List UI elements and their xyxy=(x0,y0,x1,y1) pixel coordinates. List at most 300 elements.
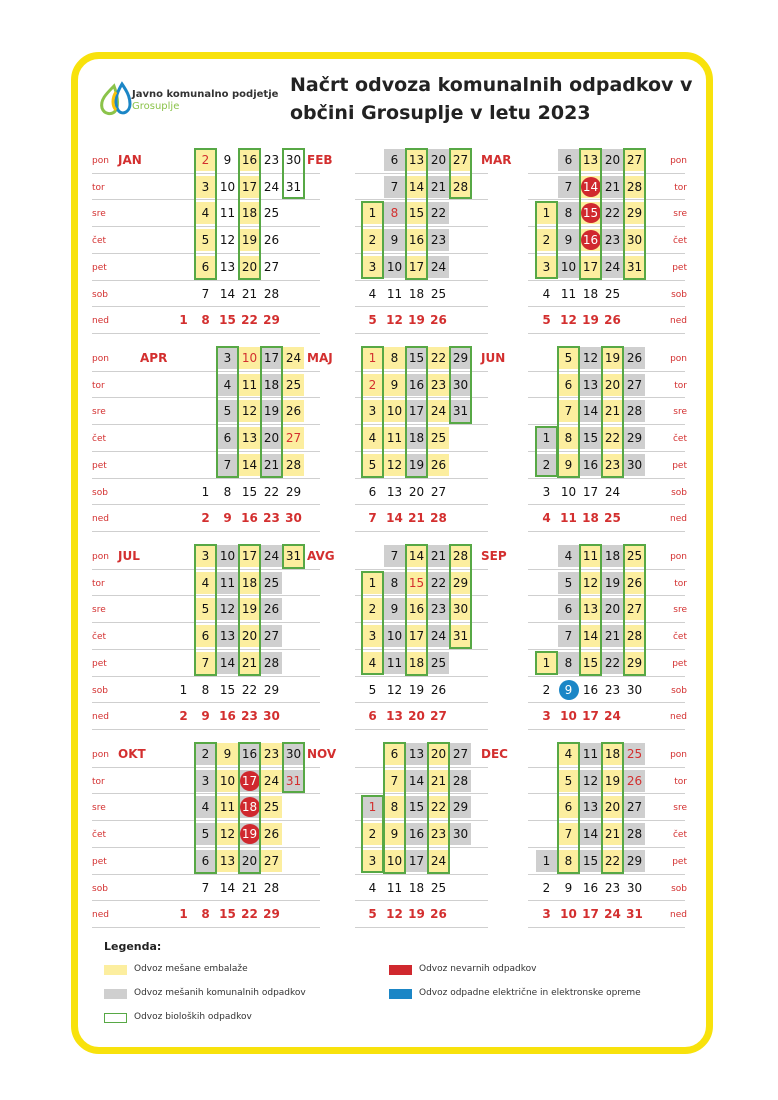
day-cell: 24 xyxy=(604,484,621,499)
day-cell: 12 xyxy=(560,313,577,328)
row-separator xyxy=(653,280,685,281)
day-cell: 16 xyxy=(239,743,260,765)
day-cell: 18 xyxy=(602,743,623,765)
day-label-tor: tor xyxy=(674,380,687,391)
day-cell: 19 xyxy=(239,229,260,251)
day-cell: 14 xyxy=(219,880,236,895)
day-cell: 25 xyxy=(261,796,282,818)
day-cell: 29 xyxy=(450,347,471,369)
day-cell: 23 xyxy=(604,682,621,697)
row-separator xyxy=(528,280,666,281)
day-cell: 18 xyxy=(406,427,427,449)
day-cell: 21 xyxy=(428,176,449,198)
day-cell: 9 xyxy=(384,598,405,620)
day-cell: 31 xyxy=(285,179,302,194)
day-cell: 6 xyxy=(195,625,216,647)
bio-waste-outline xyxy=(449,544,472,649)
day-cell: 1 xyxy=(362,202,383,224)
day-cell: 8 xyxy=(384,202,405,224)
day-cell: 19 xyxy=(408,907,425,922)
day-cell: 29 xyxy=(450,796,471,818)
day-cell: 25 xyxy=(261,572,282,594)
day-cell: 16 xyxy=(406,374,427,396)
day-cell: 1 xyxy=(201,484,210,499)
row-separator xyxy=(185,333,320,334)
day-cell: 2 xyxy=(362,598,383,620)
day-label-sre: sre xyxy=(92,209,106,220)
day-cell: 17 xyxy=(239,545,260,567)
day-cell: 27 xyxy=(430,484,447,499)
row-separator xyxy=(528,729,666,730)
day-cell: 7 xyxy=(195,652,216,674)
day-cell: 30 xyxy=(285,153,302,167)
day-label-tor: tor xyxy=(674,182,687,193)
day-cell: 17 xyxy=(406,625,427,647)
day-cell: 18 xyxy=(408,880,425,895)
day-cell: 17 xyxy=(582,709,599,724)
day-cell: 16 xyxy=(241,511,258,526)
day-cell: 28 xyxy=(261,652,282,674)
day-cell: 9 xyxy=(223,511,232,526)
day-label-čet: čet xyxy=(92,632,107,643)
day-cell: 3 xyxy=(362,850,383,872)
day-cell: 4 xyxy=(542,286,551,301)
month-name: JUL xyxy=(118,549,140,563)
day-cell: 11 xyxy=(580,743,601,765)
day-cell: 26 xyxy=(604,313,621,328)
row-separator xyxy=(653,847,685,848)
day-cell: 31 xyxy=(283,545,304,567)
day-cell: 15 xyxy=(580,850,601,872)
day-cell: 13 xyxy=(580,149,601,171)
row-separator xyxy=(653,622,685,623)
row-separator xyxy=(355,676,488,677)
row-separator xyxy=(185,874,320,875)
row-separator xyxy=(528,820,666,821)
day-cell: 30 xyxy=(626,682,643,697)
bio-waste-outline xyxy=(449,148,472,199)
row-separator xyxy=(528,371,666,372)
day-cell: 10 xyxy=(558,256,579,278)
bio-waste-outline xyxy=(557,742,580,874)
day-cell: 22 xyxy=(602,652,623,674)
day-cell: 15 xyxy=(241,484,258,499)
day-cell: 11 xyxy=(384,652,405,674)
day-label-pet: pet xyxy=(672,658,687,669)
day-cell: 8 xyxy=(384,796,405,818)
row-separator xyxy=(528,478,666,479)
day-cell: 4 xyxy=(195,202,216,224)
row-separator xyxy=(653,333,685,334)
day-cell: 19 xyxy=(602,770,623,792)
day-cell: 20 xyxy=(239,625,260,647)
day-cell: 28 xyxy=(283,454,304,476)
day-cell: 6 xyxy=(384,149,405,171)
day-cell: 26 xyxy=(283,400,304,422)
day-cell: 21 xyxy=(408,511,425,526)
row-separator xyxy=(528,793,666,794)
day-cell: 23 xyxy=(428,374,449,396)
day-label-čet: čet xyxy=(92,434,107,445)
day-cell: 5 xyxy=(362,454,383,476)
day-label-ned: ned xyxy=(92,910,109,921)
day-cell: 28 xyxy=(263,286,280,301)
day-cell: 18 xyxy=(261,374,282,396)
day-cell: 1 xyxy=(179,682,188,697)
day-cell: 4 xyxy=(542,511,551,526)
row-separator xyxy=(528,702,666,703)
day-cell: 30 xyxy=(626,880,643,895)
day-cell: 3 xyxy=(362,400,383,422)
day-cell: 15 xyxy=(580,427,601,449)
day-cell: 28 xyxy=(430,511,447,526)
row-separator xyxy=(653,173,685,174)
day-cell: 27 xyxy=(261,850,282,872)
day-cell: 13 xyxy=(386,484,403,499)
day-cell: 30 xyxy=(283,743,304,765)
row-separator xyxy=(185,451,320,452)
row-separator xyxy=(528,900,666,901)
day-cell: 25 xyxy=(624,743,645,765)
day-label-ned: ned xyxy=(92,514,109,525)
day-cell: 14 xyxy=(219,286,236,301)
day-cell: 13 xyxy=(580,374,601,396)
day-cell: 9 xyxy=(384,374,405,396)
day-cell: 19 xyxy=(239,598,260,620)
row-separator xyxy=(528,874,666,875)
day-cell: 3 xyxy=(362,625,383,647)
day-cell: 11 xyxy=(560,511,577,526)
day-cell: 11 xyxy=(239,374,260,396)
row-separator xyxy=(653,874,685,875)
day-cell: 12 xyxy=(217,823,238,845)
row-separator xyxy=(185,702,320,703)
day-cell: 24 xyxy=(604,709,621,724)
row-separator xyxy=(355,504,488,505)
day-cell: 9 xyxy=(384,229,405,251)
day-label-čet: čet xyxy=(672,632,687,643)
day-cell: 14 xyxy=(580,823,601,845)
day-cell: 23 xyxy=(602,229,623,251)
bio-waste-outline xyxy=(361,571,384,676)
month-name: OKT xyxy=(118,747,146,761)
day-cell: 18 xyxy=(582,286,599,301)
legend-swatch xyxy=(104,1013,127,1023)
day-cell: 27 xyxy=(624,598,645,620)
day-cell: 4 xyxy=(368,880,377,895)
month-name: APR xyxy=(140,351,168,365)
day-cell: 22 xyxy=(602,427,623,449)
day-cell: 26 xyxy=(624,347,645,369)
day-cell: 27 xyxy=(624,149,645,171)
day-cell: 19 xyxy=(261,400,282,422)
month-name: MAJ xyxy=(307,351,333,365)
row-separator xyxy=(185,371,320,372)
day-label-sre: sre xyxy=(673,803,687,814)
row-separator xyxy=(355,874,488,875)
day-label-pon: pon xyxy=(670,156,687,166)
day-cell: 8 xyxy=(384,347,405,369)
day-cell: 15 xyxy=(219,313,236,328)
day-cell: 25 xyxy=(624,545,645,567)
day-cell: 13 xyxy=(219,259,236,274)
day-cell: 5 xyxy=(195,823,216,845)
day-cell: 31 xyxy=(626,907,643,922)
month-name: SEP xyxy=(481,549,507,563)
day-cell: 6 xyxy=(558,598,579,620)
page-subtitle: občini Grosuplje v letu 2023 xyxy=(290,102,591,124)
row-separator xyxy=(355,478,488,479)
day-cell: 23 xyxy=(428,823,449,845)
day-cell: 11 xyxy=(560,286,577,301)
day-cell: 15 xyxy=(219,682,236,697)
day-label-pon: pon xyxy=(92,750,109,760)
org-name: Javno komunalno podjetje xyxy=(132,89,279,100)
day-cell: 17 xyxy=(580,256,601,278)
row-separator xyxy=(528,847,666,848)
day-label-pon: pon xyxy=(92,156,109,166)
day-cell: 29 xyxy=(624,652,645,674)
day-cell: 24 xyxy=(428,256,449,278)
day-cell: 15 xyxy=(580,202,601,224)
day-cell: 6 xyxy=(217,427,238,449)
legend-title: Legenda: xyxy=(104,940,162,953)
day-cell: 21 xyxy=(241,286,258,301)
day-label-sob: sob xyxy=(92,685,108,696)
day-cell: 21 xyxy=(428,545,449,567)
day-cell: 27 xyxy=(624,374,645,396)
day-cell: 7 xyxy=(558,400,579,422)
day-cell: 12 xyxy=(386,682,403,697)
day-label-pet: pet xyxy=(672,262,687,273)
day-cell: 29 xyxy=(263,907,280,922)
day-cell: 7 xyxy=(558,176,579,198)
day-cell: 20 xyxy=(428,743,449,765)
day-cell: 27 xyxy=(624,796,645,818)
day-label-sob: sob xyxy=(92,883,108,894)
day-cell: 20 xyxy=(602,796,623,818)
bio-waste-outline xyxy=(238,544,261,676)
day-label-ned: ned xyxy=(670,910,687,921)
day-label-sob: sob xyxy=(671,289,687,300)
row-separator xyxy=(653,478,685,479)
day-cell: 30 xyxy=(263,709,280,724)
day-label-sob: sob xyxy=(671,487,687,498)
day-cell: 7 xyxy=(558,823,579,845)
day-cell: 22 xyxy=(428,796,449,818)
day-cell: 24 xyxy=(602,256,623,278)
row-separator xyxy=(653,253,685,254)
day-cell: 27 xyxy=(430,709,447,724)
day-cell: 4 xyxy=(362,652,383,674)
day-cell: 12 xyxy=(580,347,601,369)
day-cell: 26 xyxy=(430,907,447,922)
day-cell: 6 xyxy=(368,709,377,724)
day-cell: 25 xyxy=(430,880,447,895)
day-cell: 18 xyxy=(406,652,427,674)
day-cell: 21 xyxy=(602,823,623,845)
day-cell: 13 xyxy=(580,796,601,818)
day-cell: 20 xyxy=(408,484,425,499)
row-separator xyxy=(355,531,488,532)
day-cell: 29 xyxy=(450,572,471,594)
day-label-čet: čet xyxy=(672,434,687,445)
day-cell: 16 xyxy=(582,682,599,697)
day-cell: 12 xyxy=(219,233,236,248)
day-cell: 15 xyxy=(219,907,236,922)
day-cell: 3 xyxy=(536,256,557,278)
day-cell: 20 xyxy=(602,598,623,620)
company-logo xyxy=(92,80,152,120)
row-separator xyxy=(528,676,666,677)
day-cell: 10 xyxy=(384,400,405,422)
day-cell: 3 xyxy=(195,545,216,567)
bio-waste-outline xyxy=(405,346,428,478)
row-separator xyxy=(185,927,320,928)
day-cell: 18 xyxy=(239,796,260,818)
day-cell: 26 xyxy=(261,598,282,620)
row-separator xyxy=(528,927,666,928)
day-cell: 28 xyxy=(450,545,471,567)
day-cell: 18 xyxy=(582,511,599,526)
day-cell: 10 xyxy=(560,907,577,922)
day-cell: 6 xyxy=(368,484,377,499)
day-cell: 22 xyxy=(241,313,258,328)
day-cell: 7 xyxy=(558,625,579,647)
day-cell: 19 xyxy=(582,313,599,328)
bio-waste-outline xyxy=(361,795,384,873)
day-cell: 16 xyxy=(580,454,601,476)
row-separator xyxy=(355,280,488,281)
day-cell: 13 xyxy=(239,427,260,449)
day-label-čet: čet xyxy=(672,236,687,247)
day-cell: 5 xyxy=(195,229,216,251)
row-separator xyxy=(355,927,488,928)
bio-waste-outline xyxy=(282,742,305,793)
day-label-ned: ned xyxy=(92,316,109,327)
row-separator xyxy=(355,900,488,901)
row-separator xyxy=(653,397,685,398)
row-separator xyxy=(355,729,488,730)
day-cell: 18 xyxy=(602,545,623,567)
day-cell: 26 xyxy=(430,313,447,328)
day-cell: 1 xyxy=(536,202,557,224)
day-label-ned: ned xyxy=(92,712,109,723)
day-cell: 23 xyxy=(261,743,282,765)
day-cell: 10 xyxy=(560,484,577,499)
row-separator xyxy=(653,793,685,794)
day-cell: 20 xyxy=(602,374,623,396)
day-cell: 12 xyxy=(217,598,238,620)
bio-waste-outline xyxy=(405,148,428,280)
day-cell: 18 xyxy=(239,202,260,224)
row-separator xyxy=(185,729,320,730)
day-cell: 22 xyxy=(263,484,280,499)
day-cell: 6 xyxy=(195,850,216,872)
day-cell: 9 xyxy=(384,823,405,845)
day-cell: 11 xyxy=(219,206,236,221)
day-label-sob: sob xyxy=(92,487,108,498)
row-separator xyxy=(528,397,666,398)
page-title: Načrt odvoza komunalnih odpadkov v xyxy=(290,74,693,96)
day-cell: 2 xyxy=(362,374,383,396)
row-separator xyxy=(355,767,488,768)
day-cell: 1 xyxy=(536,427,557,449)
day-cell: 4 xyxy=(558,545,579,567)
row-separator xyxy=(528,767,666,768)
day-cell: 22 xyxy=(602,202,623,224)
month-name: AVG xyxy=(307,549,335,563)
day-cell: 17 xyxy=(239,770,260,792)
row-separator xyxy=(528,504,666,505)
day-cell: 12 xyxy=(580,770,601,792)
legend-label: Odvoz mešane embalaže xyxy=(134,964,248,974)
day-cell: 15 xyxy=(406,572,427,594)
day-cell: 2 xyxy=(542,682,551,697)
row-separator xyxy=(355,793,488,794)
row-separator xyxy=(653,649,685,650)
day-cell: 1 xyxy=(179,907,188,922)
day-label-tor: tor xyxy=(92,380,105,391)
day-cell: 24 xyxy=(428,400,449,422)
day-cell: 9 xyxy=(564,880,573,895)
day-cell: 20 xyxy=(428,149,449,171)
row-separator xyxy=(653,820,685,821)
day-cell: 9 xyxy=(201,709,210,724)
legend-swatch xyxy=(389,989,412,999)
day-cell: 2 xyxy=(362,229,383,251)
day-cell: 4 xyxy=(217,374,238,396)
day-cell: 2 xyxy=(542,880,551,895)
day-label-sob: sob xyxy=(671,883,687,894)
org-town: Grosuplje xyxy=(132,101,180,112)
day-cell: 5 xyxy=(558,347,579,369)
day-cell: 6 xyxy=(558,149,579,171)
row-separator xyxy=(653,226,685,227)
row-separator xyxy=(528,333,666,334)
row-separator xyxy=(185,280,320,281)
day-label-tor: tor xyxy=(92,776,105,787)
day-cell: 12 xyxy=(384,454,405,476)
day-label-pet: pet xyxy=(92,658,107,669)
row-separator xyxy=(653,424,685,425)
day-cell: 16 xyxy=(580,229,601,251)
row-separator xyxy=(653,729,685,730)
day-cell: 12 xyxy=(386,313,403,328)
day-label-sre: sre xyxy=(673,605,687,616)
day-cell: 10 xyxy=(384,625,405,647)
legend-swatch xyxy=(389,965,412,975)
day-cell: 23 xyxy=(602,454,623,476)
day-cell: 30 xyxy=(450,598,471,620)
legend-label: Odvoz bioloških odpadkov xyxy=(134,1012,252,1022)
day-cell: 16 xyxy=(582,880,599,895)
day-label-sre: sre xyxy=(673,407,687,418)
day-cell: 2 xyxy=(195,149,216,171)
row-separator xyxy=(653,531,685,532)
row-separator xyxy=(653,371,685,372)
day-cell: 11 xyxy=(386,880,403,895)
day-cell: 2 xyxy=(362,823,383,845)
day-cell: 17 xyxy=(406,400,427,422)
day-label-pon: pon xyxy=(670,354,687,364)
day-cell: 6 xyxy=(558,374,579,396)
day-cell: 1 xyxy=(362,572,383,594)
day-cell: 14 xyxy=(239,454,260,476)
day-cell: 24 xyxy=(261,545,282,567)
day-cell: 30 xyxy=(624,229,645,251)
day-cell: 13 xyxy=(386,709,403,724)
